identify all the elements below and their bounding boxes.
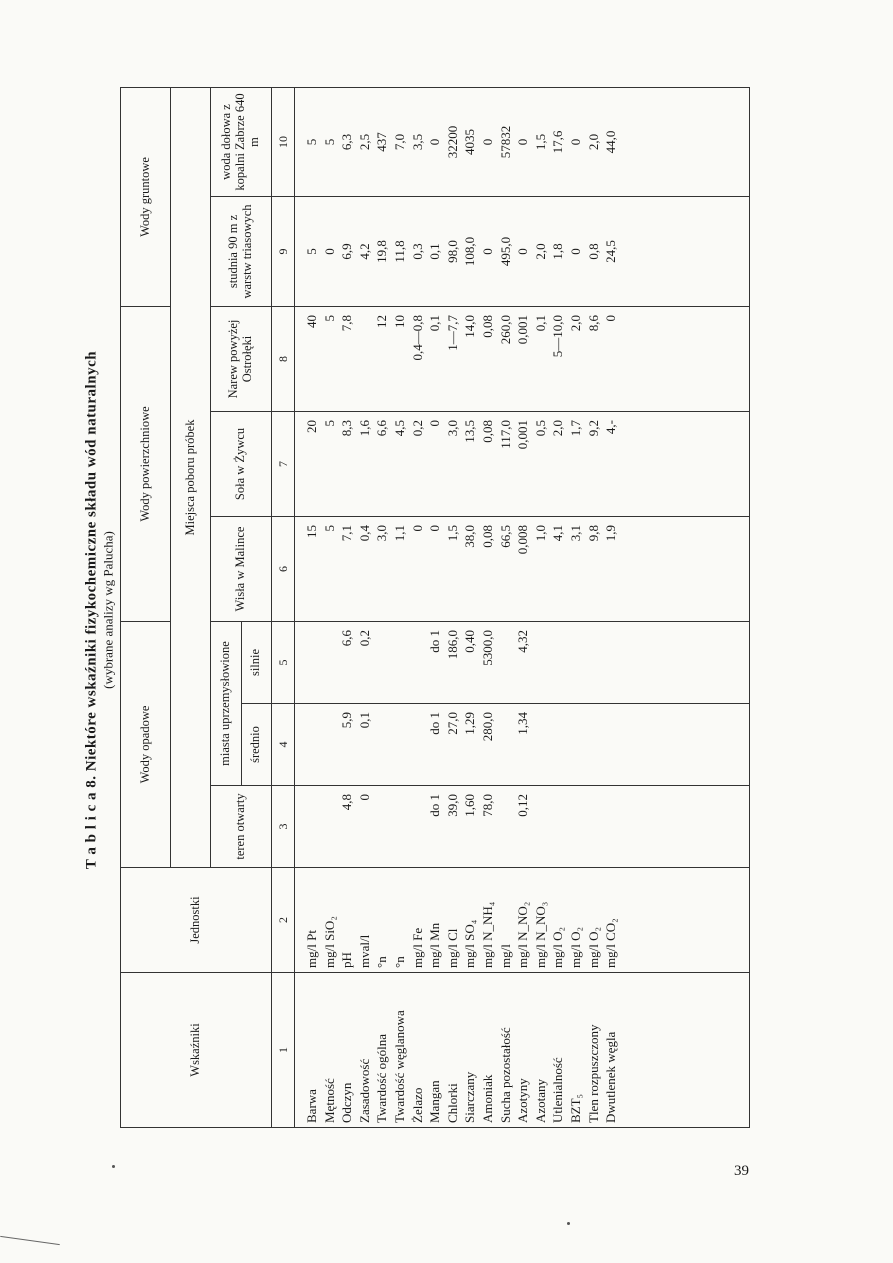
table-cell: 7,0 (391, 133, 407, 151)
table-cell: °n (391, 956, 407, 968)
table-cell: Azotany (532, 1078, 548, 1123)
table-cell (409, 794, 427, 863)
table-cell (497, 630, 515, 699)
table-cell: 4,- (603, 419, 619, 435)
table-cell: 0 (427, 138, 443, 146)
table-cell: 0 (567, 138, 583, 146)
table-cell (567, 712, 585, 781)
table-cell: 20 (304, 419, 319, 433)
table-cell: 186,0 (444, 629, 460, 660)
column-wskazniki (295, 973, 750, 1128)
table-cell: 0,1 (427, 243, 443, 260)
table-cell (585, 630, 603, 699)
table-cell (321, 712, 339, 781)
table-cell: 7,8 (339, 314, 355, 332)
table-cell: do 1 (427, 794, 443, 817)
table-cell: 260,0 (497, 314, 513, 345)
table-cell: 6,6 (339, 629, 355, 647)
table-cell: 5 (321, 314, 337, 322)
table-cell: 38,0 (462, 524, 478, 548)
table-cell (585, 712, 603, 781)
table-cell: Odczyn (339, 1082, 355, 1123)
header-miasta-group (211, 621, 272, 785)
table-cell: BZT₅ (567, 1093, 583, 1123)
table-cell: 1,5 (444, 524, 460, 542)
table-cell (567, 630, 585, 699)
table-cell: 0,08 (479, 419, 495, 443)
table-cell: 0,2 (409, 419, 425, 437)
table-cell: Twardość ogólna (374, 1034, 390, 1123)
table-cell: Tlen rozpuszczony (585, 1024, 601, 1123)
table-title-main: T a b l i c a 8. Niektóre wskaźniki fizykochemiczne składu wód naturalnych (83, 350, 100, 870)
column-sola (295, 411, 750, 516)
table-cell: 2,0 (585, 133, 601, 151)
column-srednio (295, 704, 750, 786)
header-teren-otwarty: teren otwarty (211, 786, 272, 868)
table-cell: 24,5 (603, 240, 619, 263)
table-cell (497, 712, 515, 781)
table-container (120, 88, 750, 1128)
header-wody-powierzchniowe: Wody powierzchniowe (121, 306, 171, 621)
table-cell (303, 712, 321, 781)
table-cell: mg/l N_NO₂ (515, 901, 531, 968)
table-cell: 0 (567, 248, 583, 255)
scan-speck (567, 1222, 570, 1225)
table-cell (373, 630, 391, 699)
header-studnia: studnia 90 m z warstw triasowych (211, 196, 272, 306)
table-cell: Mangan (427, 1080, 443, 1123)
table-cell: 0,1 (356, 712, 372, 729)
table-cell: °n (374, 956, 390, 968)
table-cell: pH (339, 952, 355, 968)
table-cell (532, 630, 550, 699)
table-cell: 0,4 (356, 524, 372, 542)
table-cell: 0,3 (409, 243, 425, 260)
table-cell: Twardość węglanowa (391, 1010, 407, 1123)
table-cell: 7,1 (339, 524, 355, 542)
table-cell: 4035 (462, 128, 478, 155)
table-cell: 40 (304, 314, 319, 328)
table-cell: 0,1 (427, 314, 443, 332)
column-narew (295, 306, 750, 411)
composition-table (120, 87, 750, 1128)
table-cell: 6,9 (339, 243, 355, 260)
table-cell: 6,6 (374, 419, 390, 437)
table-cell: 5 (321, 524, 337, 532)
table-cell: 0 (356, 794, 372, 801)
table-cell (303, 630, 321, 699)
table-cell: mg/l Pt (304, 930, 319, 968)
table-cell: 14,0 (462, 314, 478, 338)
table-cell: 1,0 (532, 524, 548, 542)
table-cell (409, 630, 427, 699)
table-cell: 1—7,7 (444, 314, 460, 351)
header-wody-gruntowe: Wody gruntowe (121, 87, 171, 306)
table-cell: 0 (427, 419, 443, 427)
table-cell: Sucha pozostałość (497, 1027, 513, 1123)
table-cell (549, 712, 567, 781)
column-number: 7 (272, 411, 295, 516)
table-cell: mg/l O₂ (567, 926, 583, 968)
table-cell: 1,34 (515, 712, 531, 735)
table-cell: 15 (304, 524, 319, 538)
table-cell (409, 712, 427, 781)
table-cell (549, 630, 567, 699)
table-cell: Mętność (321, 1078, 337, 1123)
table-cell: 44,0 (603, 130, 619, 154)
column-teren-otwarty (295, 786, 750, 868)
table-cell: Zasadowość (356, 1058, 372, 1123)
table-cell (602, 712, 620, 781)
table-cell: 9,8 (585, 524, 601, 542)
header-miasta: miasta uprzemysłowione (211, 622, 242, 785)
table-cell: 1,6 (356, 419, 372, 437)
table-cell: 2,5 (356, 133, 372, 151)
table-cell: 5300,0 (479, 629, 495, 666)
table-cell: 0 (479, 248, 495, 255)
table-cell: 495,0 (497, 236, 513, 267)
table-cell: 4,5 (391, 419, 407, 437)
table-cell: 117,0 (497, 419, 513, 449)
column-woda-dolowa (295, 87, 750, 196)
column-number: 8 (272, 306, 295, 411)
column-number: 5 (272, 621, 295, 703)
table-cell: 0,08 (479, 524, 495, 548)
table-cell: 4,2 (356, 243, 372, 260)
table-cell: 1,9 (603, 524, 619, 542)
table-cell: 1,7 (567, 419, 583, 437)
table-cell (602, 794, 620, 863)
column-number: 3 (272, 786, 295, 868)
table-cell: Azotyny (515, 1078, 531, 1123)
table-cell: 39,0 (444, 794, 460, 817)
table-cell: 5 (321, 138, 337, 146)
table-cell: 0 (515, 138, 531, 146)
table-cell: Żelazo (409, 1087, 425, 1123)
table-cell: 0,4—0,8 (409, 314, 425, 361)
table-cell: 0,001 (515, 314, 531, 345)
table-cell: mg/l SiO₂ (321, 916, 337, 968)
table-cell (567, 794, 585, 863)
table-cell: Chlorki (444, 1083, 460, 1123)
table-cell: 4,32 (515, 629, 531, 653)
table-cell: 0,8 (585, 243, 601, 260)
table-cell: 17,6 (550, 130, 566, 154)
table-cell: mg/l O₂ (585, 926, 601, 968)
table-cell: 3,0 (444, 419, 460, 437)
table-cell (602, 630, 620, 699)
table-cell: 0,001 (515, 419, 531, 450)
table-cell: mg/l Cl (444, 928, 460, 968)
table-cell: 3,0 (374, 524, 390, 542)
table-cell (356, 315, 374, 407)
table-cell (373, 712, 391, 781)
table-cell: 1,8 (550, 243, 566, 260)
header-narew: Narew powyżej Ostrołęki (211, 306, 272, 411)
table-cell: 280,0 (479, 712, 495, 742)
table-cell (391, 794, 409, 863)
column-number: 2 (272, 868, 295, 973)
table-cell: mg/l Fe (409, 927, 425, 968)
table-cell (532, 794, 550, 863)
table-cell (532, 712, 550, 781)
header-wody-opadowe: Wody opadowe (121, 621, 171, 867)
header-sola: Soła w Żywcu (211, 411, 272, 516)
table-cell: 57832 (497, 125, 513, 159)
table-cell: do 1 (427, 629, 443, 653)
table-cell: 3,5 (409, 133, 425, 151)
table-cell: 0 (479, 138, 495, 146)
table-cell: Siarczany (462, 1071, 478, 1123)
table-cell: mg/l N_NH₄ (479, 901, 495, 968)
table-cell: 5 (304, 138, 319, 146)
table-cell: 12 (374, 314, 390, 328)
table-cell: Dwutlenek węgla (603, 1031, 619, 1123)
table-cell: 0 (409, 524, 425, 532)
table-cell: 437 (374, 132, 390, 152)
scan-edge-mark (0, 1236, 60, 1245)
page-number: 39 (734, 1163, 749, 1179)
table-cell: 5 (321, 419, 337, 427)
column-studnia (295, 196, 750, 306)
table-cell (303, 794, 321, 863)
header-woda-dolowa: woda dołowa z kopalni Zabrze 640 m (211, 87, 272, 196)
table-cell: 3,1 (567, 524, 583, 542)
table-cell: do 1 (427, 712, 443, 735)
table-cell: 0,12 (515, 794, 531, 817)
header-srednio: średnio (242, 703, 272, 785)
table-cell: 19,8 (374, 240, 390, 263)
table-cell: 4,1 (550, 524, 566, 542)
table-title-subtitle: (wybrane analizy wg Palucha) (100, 531, 116, 689)
table-cell: Amoniak (479, 1074, 495, 1123)
table-cell: 1,1 (391, 524, 407, 542)
table-title (80, 300, 120, 920)
table-cell: 2,0 (567, 314, 583, 332)
table-cell: 11,8 (391, 240, 407, 263)
table-cell: 2,0 (532, 243, 548, 260)
table-cell: mval/l (356, 934, 372, 968)
table-cell: 1,60 (462, 794, 478, 817)
header-silnie: silnie (248, 648, 263, 677)
table-cell: 1,29 (462, 712, 478, 735)
table-cell: mg/l CO₂ (603, 918, 619, 968)
table-cell: 5 (304, 248, 319, 255)
table-cell (549, 794, 567, 863)
table-cell (321, 630, 339, 699)
column-number: 6 (272, 516, 295, 621)
header-jednostki: Jednostki (121, 868, 272, 973)
column-number: 10 (272, 87, 295, 196)
table-cell: 8,3 (339, 419, 355, 437)
header-miejsca-poboru: Miejsca poboru próbek (171, 87, 211, 867)
table-cell (497, 794, 515, 863)
table-cell: 0,008 (515, 524, 531, 555)
table-cell (373, 794, 391, 863)
column-number: 9 (272, 196, 295, 306)
table-cell: 6,3 (339, 133, 355, 151)
table-cell: 98,0 (444, 240, 460, 263)
column-silnie (295, 621, 750, 703)
table-cell: 13,5 (462, 419, 478, 443)
table-cell: 2,0 (550, 419, 566, 437)
table-cell (391, 630, 409, 699)
table-cell: 27,0 (444, 712, 460, 735)
table-cell: 108,0 (462, 236, 478, 267)
table-cell: Barwa (304, 1089, 319, 1123)
table-cell: 0,5 (532, 419, 548, 437)
column-number: 1 (272, 973, 295, 1128)
table-cell: 5,9 (339, 712, 355, 729)
table-cell: 0,1 (532, 314, 548, 332)
table-cell (391, 712, 409, 781)
table-cell: mg/l N_NO₃ (532, 901, 548, 968)
table-cell: 78,0 (479, 794, 495, 817)
table-cell: 0 (603, 314, 619, 322)
table-cell (585, 794, 603, 863)
table-cell: 10 (391, 314, 407, 328)
table-cell: 8,6 (585, 314, 601, 332)
table-cell: mg/l O₂ (550, 926, 566, 968)
header-wisla: Wisła w Malince (211, 516, 272, 621)
column-wisla (295, 516, 750, 621)
table-cell: 0,40 (462, 629, 478, 653)
column-number: 4 (272, 704, 295, 786)
table-cell: 1,5 (532, 133, 548, 151)
column-jednostki (295, 868, 750, 973)
header-wskazniki: Wskaźniki (121, 973, 272, 1128)
table-cell: mg/l SO₄ (462, 919, 478, 968)
table-cell: mg/l (497, 944, 513, 968)
table-cell: 0 (427, 524, 443, 532)
table-cell: Utlenialność (550, 1057, 566, 1123)
table-cell: mg/l Mn (427, 922, 443, 968)
table-cell: 0 (515, 248, 531, 255)
table-cell: 5—10,0 (550, 314, 566, 358)
table-cell (321, 794, 339, 863)
table-cell: 0,08 (479, 314, 495, 338)
scan-speck (112, 1165, 115, 1168)
table-cell: 0,2 (356, 629, 372, 647)
table-cell: 0 (321, 248, 337, 255)
table-cell: 9,2 (585, 419, 601, 437)
table-cell: 4,8 (339, 794, 355, 811)
table-cell: 66,5 (497, 524, 513, 548)
table-cell: 32200 (444, 125, 460, 159)
